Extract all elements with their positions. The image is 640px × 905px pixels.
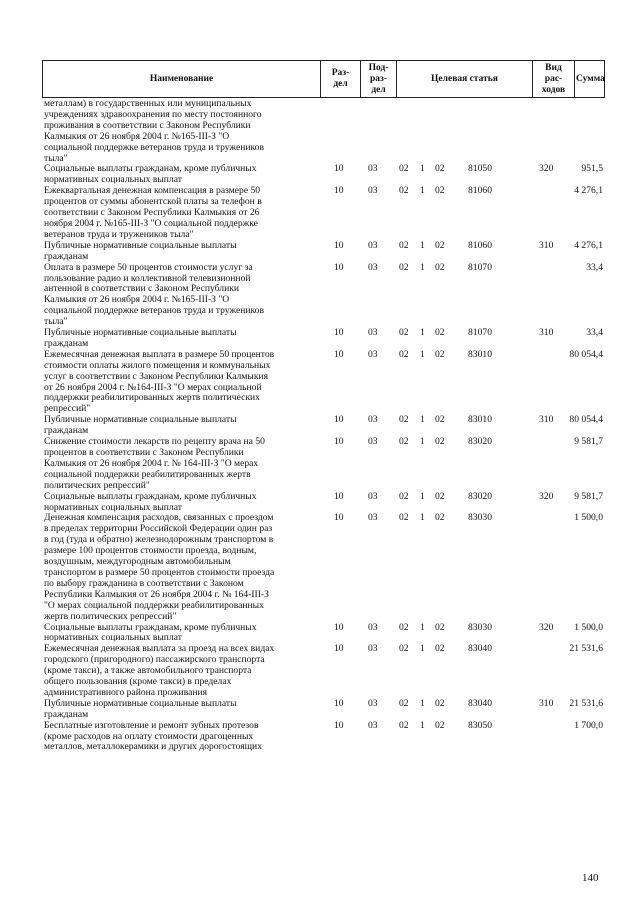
- row-t1: 02: [399, 261, 409, 273]
- row-t4: 81070: [468, 327, 492, 339]
- row-vr: 310: [539, 239, 554, 251]
- row-pr: 03: [368, 697, 378, 709]
- row-sum: 80 054,4: [569, 348, 603, 360]
- row-t1: 02: [399, 719, 409, 731]
- row-t2: 1: [420, 414, 425, 426]
- row-t3: 02: [435, 239, 445, 251]
- row-t4: 81070: [468, 261, 492, 273]
- row-sum: 1 700,0: [574, 719, 603, 731]
- row-pr: 03: [368, 163, 378, 175]
- row-t2: 1: [420, 697, 425, 709]
- row-t2: 1: [420, 185, 425, 197]
- row-sum: 951,5: [581, 163, 603, 175]
- row-rz: 10: [334, 414, 344, 426]
- row-t4: 81060: [468, 239, 492, 251]
- row-t3: 02: [435, 163, 445, 175]
- row-t2: 1: [420, 719, 425, 731]
- row-name: Социальные выплаты гражданам, кроме публичных нормативных социальных выплат: [44, 621, 257, 644]
- row-t4: 81050: [468, 163, 492, 175]
- row-t2: 1: [420, 261, 425, 273]
- row-t3: 02: [435, 719, 445, 731]
- row-name: Ежеквартальная денежная компенсация в размере 50 процентов от суммы абонентской платы за телефон в соответствии с Законом Республики Калмыкия от 26 ноября 2004 г. №165-III-З "О социальной поддержке ветеранов труда и тружеников тыла": [44, 185, 262, 240]
- row-rz: 10: [334, 643, 344, 655]
- row-t4: 83050: [468, 719, 492, 731]
- row-name: Публичные нормативные социальные выплаты гражданам: [44, 239, 237, 262]
- row-t2: 1: [420, 512, 425, 524]
- row-pr: 03: [368, 512, 378, 524]
- row-rz: 10: [334, 436, 344, 448]
- row-vr: 320: [539, 621, 554, 633]
- row-t3: 02: [435, 490, 445, 502]
- row-name: Публичные нормативные социальные выплаты гражданам: [44, 414, 237, 437]
- row-vr: 320: [539, 490, 554, 502]
- row-pr: 03: [368, 327, 378, 339]
- row-t2: 1: [420, 490, 425, 502]
- row-name: Ежемесячная денежная выплата в размере 50 процентов стоимости оплаты жилого помещения и коммунальных услуг в соответствии с Законом Республики Калмыкия от 26 ноября 2004 г. №164-III-З "О мерах социальной поддержки реабилитированных жертв политических репрессий": [44, 348, 275, 415]
- row-rz: 10: [334, 512, 344, 524]
- row-t2: 1: [420, 163, 425, 175]
- row-name: Денежная компенсация расходов, связанных с проездом в пределах территории Российской Федерации один раз в год (туда и обратно) железнодорожным транспортом в размере 100 процентов стоимости проезда, водным, воздушным, междугородным автомобильным транспортом в размере 50 процентов стоимости проезда по выбору гражданина в соответствии с Законом Республики Калмыкия от 26 ноября 2004 г. № 164-III-З "О мерах социальной поддержки реабилитированных жертв политических репрессий": [44, 512, 275, 622]
- table-header: [42, 60, 605, 98]
- table-body: [42, 99, 605, 753]
- row-rz: 10: [334, 185, 344, 197]
- row-sum: 21 531,6: [569, 643, 603, 655]
- row-t4: 83010: [468, 348, 492, 360]
- row-name: металлам) в государственных или муниципальных учреждениях здравоохранения по месту постоянного проживания в соответствии с Законом Республики Калмыкия от 26 ноября 2004 г. №165-III-З "О социальной поддержке ветеранов труда и тружеников тыла": [44, 98, 264, 164]
- row-t1: 02: [399, 414, 409, 426]
- row-rz: 10: [334, 490, 344, 502]
- row-t4: 83010: [468, 414, 492, 426]
- row-t4: 83040: [468, 643, 492, 655]
- row-pr: 03: [368, 239, 378, 251]
- row-name: Социальные выплаты гражданам, кроме публичных нормативных социальных выплат: [44, 163, 257, 186]
- row-t1: 02: [399, 185, 409, 197]
- row-sum: 9 581,7: [574, 436, 603, 448]
- row-t3: 02: [435, 414, 445, 426]
- row-name: Социальные выплаты гражданам, кроме публичных нормативных социальных выплат: [44, 490, 257, 513]
- row-rz: 10: [334, 697, 344, 709]
- row-t1: 02: [399, 163, 409, 175]
- table-row: [42, 350, 605, 415]
- row-pr: 03: [368, 436, 378, 448]
- row-t1: 02: [399, 436, 409, 448]
- row-sum: 21 531,6: [569, 697, 603, 709]
- row-t4: 83020: [468, 490, 492, 502]
- header-name: Наименование: [43, 61, 321, 97]
- table-row: [42, 699, 605, 721]
- row-t2: 1: [420, 239, 425, 251]
- table-row: [42, 623, 605, 645]
- row-rz: 10: [334, 348, 344, 360]
- row-sum: 4 276,1: [574, 239, 603, 251]
- row-pr: 03: [368, 719, 378, 731]
- row-t3: 02: [435, 436, 445, 448]
- row-sum: 80 054,4: [569, 414, 603, 426]
- row-vr: 320: [539, 163, 554, 175]
- row-t3: 02: [435, 643, 445, 655]
- row-sum: 1 500,0: [574, 621, 603, 633]
- row-name: Снижение стоимости лекарств по рецепту врача на 50 процентов в соответствии с Законом Республики Калмыкия от 26 ноября 2004 г. № 164-III-З "О мерах социальной поддержки реабилитированных жертв политических репрессий": [44, 436, 265, 491]
- row-t1: 02: [399, 697, 409, 709]
- row-pr: 03: [368, 348, 378, 360]
- header-target-article: Целевая статья: [397, 61, 533, 97]
- row-t4: 81060: [468, 185, 492, 197]
- row-sum: 33,4: [586, 327, 603, 339]
- row-rz: 10: [334, 239, 344, 251]
- table-row: [42, 513, 605, 622]
- table-row: [42, 328, 605, 350]
- row-t2: 1: [420, 621, 425, 633]
- row-name: Оплата в размере 50 процентов стоимости услуг за пользование радио и коллективной телевизионной антенной в соответствии с Законом Республики Калмыкия от 26 ноября 2004 г. №165-III-З "О социальной поддержке ветеранов труда и тружеников тыла": [44, 261, 264, 328]
- row-name: Бесплатные изготовление и ремонт зубных протезов (кроме расходов на оплату стоимости драгоценных металлов, металлокерамики и других дорогостоящих: [44, 719, 262, 753]
- page-number: 140: [582, 872, 599, 884]
- row-name: Публичные нормативные социальные выплаты гражданам: [44, 697, 237, 720]
- row-pr: 03: [368, 414, 378, 426]
- row-name: Публичные нормативные социальные выплаты гражданам: [44, 327, 237, 349]
- row-t3: 02: [435, 327, 445, 339]
- table-row: [42, 186, 605, 241]
- row-pr: 03: [368, 621, 378, 633]
- row-name: Ежемесячная денежная выплата за проезд на всех видах городского (пригородного) пассажирского транспорта (кроме такси), а также автомобильного транспорта общего пользования (кроме такси) в пределах административного района проживания: [44, 643, 275, 698]
- row-pr: 03: [368, 490, 378, 502]
- row-t3: 02: [435, 697, 445, 709]
- row-t2: 1: [420, 327, 425, 339]
- table-row: [42, 437, 605, 492]
- row-t1: 02: [399, 512, 409, 524]
- row-rz: 10: [334, 261, 344, 273]
- table-row: [42, 415, 605, 437]
- table-row: [42, 99, 605, 164]
- row-rz: 10: [334, 719, 344, 731]
- row-t3: 02: [435, 348, 445, 360]
- row-rz: 10: [334, 163, 344, 175]
- row-t2: 1: [420, 348, 425, 360]
- table-row: [42, 164, 605, 186]
- row-rz: 10: [334, 621, 344, 633]
- row-t1: 02: [399, 348, 409, 360]
- row-t4: 83040: [468, 697, 492, 709]
- row-vr: 310: [539, 327, 554, 339]
- table-row: [42, 721, 605, 754]
- row-vr: 310: [539, 697, 554, 709]
- table-row: [42, 492, 605, 514]
- row-t2: 1: [420, 436, 425, 448]
- table-row: [42, 241, 605, 263]
- header-section: Раз- дел: [321, 61, 361, 97]
- row-t3: 02: [435, 621, 445, 633]
- header-sum: Сумма: [576, 73, 605, 84]
- row-t1: 02: [399, 327, 409, 339]
- row-t2: 1: [420, 643, 425, 655]
- row-t1: 02: [399, 643, 409, 655]
- row-rz: 10: [334, 327, 344, 339]
- row-t4: 83030: [468, 621, 492, 633]
- row-t4: 83020: [468, 436, 492, 448]
- row-sum: 1 500,0: [574, 512, 603, 524]
- header-subsection: Под- раз- дел: [361, 61, 397, 97]
- row-t4: 83030: [468, 512, 492, 524]
- row-t1: 02: [399, 621, 409, 633]
- row-sum: 33,4: [586, 261, 603, 273]
- row-vr: 310: [539, 414, 554, 426]
- row-pr: 03: [368, 261, 378, 273]
- row-t3: 02: [435, 185, 445, 197]
- row-pr: 03: [368, 643, 378, 655]
- table-row: [42, 644, 605, 699]
- row-sum: 4 276,1: [574, 185, 603, 197]
- row-sum: 9 581,7: [574, 490, 603, 502]
- row-t1: 02: [399, 490, 409, 502]
- table-row: [42, 263, 605, 328]
- row-t3: 02: [435, 512, 445, 524]
- row-t3: 02: [435, 261, 445, 273]
- header-expense-type: Вид рас- ходов: [533, 61, 575, 97]
- row-pr: 03: [368, 185, 378, 197]
- row-t1: 02: [399, 239, 409, 251]
